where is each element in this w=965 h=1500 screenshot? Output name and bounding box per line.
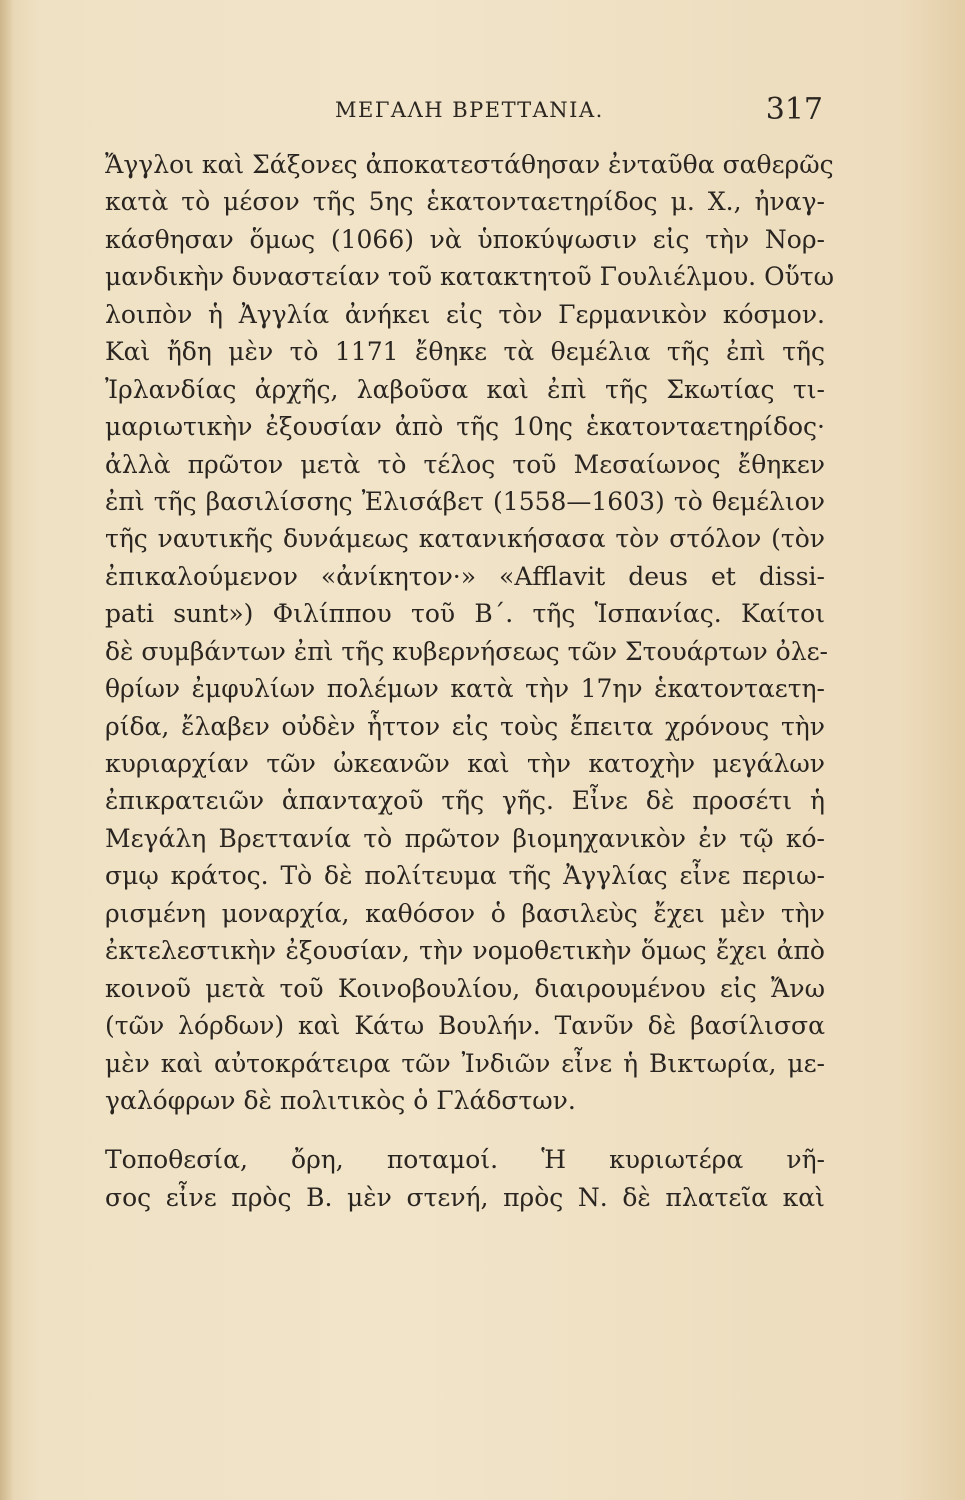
text-line: (τῶν λόρδων) καὶ Κάτω Βουλήν. Τανῦν δὲ βασίλισσα — [105, 1011, 825, 1041]
text-line: Μεγάλη Βρεττανία τὸ πρῶτον βιομηχανικὸν ἐν τῷ κό- — [105, 823, 825, 853]
text-line: θρίων ἐμφυλίων πολέμων κατὰ τὴν 17ην ἑκατονταετη- — [105, 674, 825, 704]
paragraph — [105, 1141, 825, 1216]
text-line: pati sunt») Φιλίππου τοῦ Β΄. τῆς Ἱσπανίας. Καίτοι — [105, 599, 825, 629]
text-line: κατὰ τὸ μέσον τῆς 5ης ἑκατονταετηρίδος μ. Χ., ἠναγ- — [105, 187, 825, 217]
text-line: γαλόφρων δὲ πολιτικὸς ὁ Γλάδστων. — [105, 1085, 576, 1115]
text-line: κοινοῦ μετὰ τοῦ Κοινοβουλίου, διαιρουμένου εἰς Ἄνω — [105, 973, 825, 1003]
running-title: ΜΕΓΑΛΗ ΒΡΕΤΤΑΝΙΑ. — [335, 98, 604, 122]
text-line: δὲ συμβάντων ἐπὶ τῆς κυβερνήσεως τῶν Στουάρτων ὀλε- — [105, 636, 828, 666]
text-line: σος εἶνε πρὸς Β. μὲν στενή, πρὸς Ν. δὲ πλατεῖα καὶ — [105, 1182, 825, 1212]
text-line: Τοποθεσία, ὄρη, ποταμοί. Ἡ κυριωτέρα νῆ- — [105, 1145, 825, 1175]
text-line: κάσθησαν ὅμως (1066) νὰ ὑποκύψωσιν εἰς τὴν Νορ- — [105, 224, 825, 254]
paragraph — [105, 146, 834, 1119]
page-header — [105, 92, 823, 132]
text-line: ἐκτελεστικὴν ἐξουσίαν, τὴν νομοθετικὴν ὅμως ἔχει ἀπὸ — [105, 936, 825, 966]
text-line: ρίδα, ἔλαβεν οὐδὲν ἧττον εἰς τοὺς ἔπειτα χρόνους τὴν — [105, 711, 825, 741]
gutter-shadow — [0, 0, 14, 1500]
text-line: ἐπικαλούμενον «ἀνίκητον·» «Afflavit deus et dissi- — [105, 561, 825, 591]
text-line: μαριωτικὴν ἐξουσίαν ἀπὸ τῆς 10ης ἑκατονταετηρίδος· — [105, 412, 825, 442]
text-line: μανδικὴν δυναστείαν τοῦ κατακτητοῦ Γουλιέλμου. Οὕτω — [105, 262, 834, 292]
page-number: 317 — [765, 92, 823, 127]
text-line: λοιπὸν ἡ Ἀγγλία ἀνήκει εἰς τὸν Γερμανικὸν κόσμον. — [105, 299, 825, 329]
text-line: Ἄγγλοι καὶ Σάξονες ἀποκατεστάθησαν ἐνταῦθα σαθερῶς — [105, 150, 834, 179]
text-line: σμῳ κράτος. Τὸ δὲ πολίτευμα τῆς Ἀγγλίας εἶνε περιω- — [105, 861, 825, 891]
text-line: τῆς ναυτικῆς δυνάμεως κατανικήσασα τὸν στόλον (τὸν — [105, 524, 825, 554]
text-line: κυριαρχίαν τῶν ὠκεανῶν καὶ τὴν κατοχὴν μεγάλων — [105, 749, 825, 778]
text-line: ἀλλὰ πρῶτον μετὰ τὸ τέλος τοῦ Μεσαίωνος ἔθηκεν — [105, 449, 825, 479]
text-line: ἐπικρατειῶν ἁπανταχοῦ τῆς γῆς. Εἶνε δὲ προσέτι ἡ — [105, 786, 825, 816]
text-line: Ἰρλανδίας ἀρχῆς, λαβοῦσα καὶ ἐπὶ τῆς Σκωτίας τι- — [105, 374, 825, 404]
text-line: ρισμένη μοναρχία, καθόσον ὁ βασιλεὺς ἔχει μὲν τὴν — [105, 898, 825, 928]
body-text — [105, 146, 834, 1216]
text-line: Καὶ ἤδη μὲν τὸ 1171 ἔθηκε τὰ θεμέλια τῆς ἐπὶ τῆς — [105, 337, 825, 367]
text-line: μὲν καὶ αὐτοκράτειρα τῶν Ἰνδιῶν εἶνε ἡ Βικτωρία, με- — [105, 1048, 825, 1078]
text-line: ἐπὶ τῆς βασιλίσσης Ἐλισάβετ (1558—1603) τὸ θεμέλιον — [105, 486, 825, 516]
